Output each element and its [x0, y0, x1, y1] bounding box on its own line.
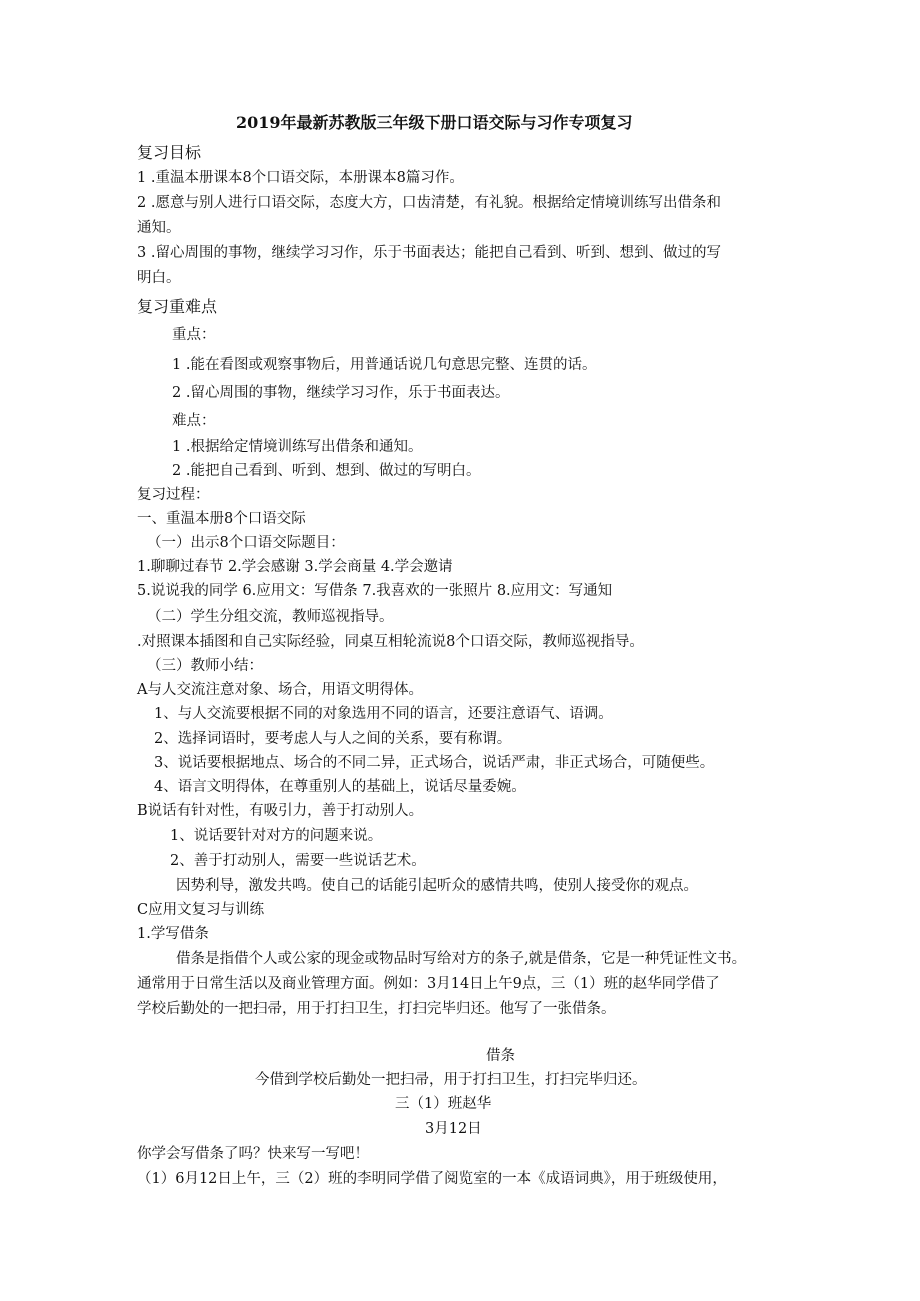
goal-item-2: 2 .愿意与别人进行口语交际，态度大方，口齿清楚，有礼貌。根据给定情境训练写出借条和	[137, 195, 721, 211]
summary-b-item-3: 因势利导，激发共鸣。使自己的话能引起听众的感情共鸣，使别人接受你的观点。	[176, 878, 698, 894]
summary-a-item-1: 1、与人交流要根据不同的对象选用不同的语言，还要注意语气、语调。	[154, 706, 613, 722]
iou-note-signer: 三（1）班赵华	[395, 1096, 492, 1112]
key-label: 重点：	[172, 327, 216, 343]
iou-note-date: 3月12日	[425, 1121, 482, 1137]
iou-note-title: 借条	[486, 1048, 515, 1064]
goal-item-3-cont: 明白。	[137, 270, 181, 286]
summary-a-item-4: 4、语言文明得体，在尊重别人的基础上，说话尽量委婉。	[154, 779, 526, 795]
subsection-2-text: .对照课本插图和自己实际经验，同桌互相轮流说8个口语交际，教师巡视指导。	[137, 634, 644, 650]
difficulty-item-2: 2 .能把自己看到、听到、想到、做过的写明白。	[172, 463, 481, 479]
summary-a-item-3: 3、说话要根据地点、场合的不同二异，正式场合，说话严肃，非正式场合，可随便些。	[154, 755, 715, 771]
summary-a-item-2: 2、选择词语时，要考虑人与人之间的关系，要有称谓。	[154, 731, 512, 747]
keypoints-heading: 复习重难点	[137, 297, 218, 316]
goal-item-3: 3 .留心周围的事物，继续学习习作，乐于书面表达；能把自己看到、听到、想到、做过的写	[137, 245, 721, 261]
subsection-3: （三）教师小结：	[147, 658, 263, 674]
process-heading: 复习过程：	[137, 487, 210, 503]
difficulty-item-1: 1 .根据给定情境训练写出借条和通知。	[172, 439, 423, 455]
goal-item-2-cont: 通知。	[137, 220, 181, 236]
difficulty-label: 难点：	[172, 413, 216, 429]
summary-b-heading: B说话有针对性，有吸引力，善于打动别人。	[137, 803, 424, 819]
key-item-1: 1 .能在看图或观察事物后，用普通话说几句意思完整、连贯的话。	[172, 357, 597, 373]
topics-line-1: 1.聊聊过春节 2.学会感谢 3.学会商量 4.学会邀请	[137, 559, 453, 575]
page-title: 2019年最新苏教版三年级下册口语交际与习作专项复习	[236, 113, 633, 132]
key-item-2: 2 .留心周围的事物，继续学习习作，乐于书面表达。	[172, 385, 510, 401]
iou-intro-line-3: 学校后勤处的一把扫帚，用于打扫卫生，打扫完毕归还。他写了一张借条。	[137, 1001, 616, 1017]
exercise-question-1: （1）6月12日上午，三（2）班的李明同学借了阅览室的一本《成语词典》，用于班级使用，	[137, 1171, 727, 1187]
exercise-prompt: 你学会写借条了吗？快来写一写吧！	[137, 1146, 369, 1162]
iou-intro-line-1: 借条是指借个人或公家的现金或物品时写给对方的条子,就是借条，它是一种凭证性文书。	[176, 951, 747, 967]
subsection-1: （一）出示8个口语交际题目：	[147, 535, 345, 551]
subsection-2: （二）学生分组交流，教师巡视指导。	[147, 609, 394, 625]
section-1-heading: 一、重温本册8个口语交际	[137, 511, 306, 527]
goals-heading: 复习目标	[137, 143, 202, 162]
iou-intro-line-2: 通常用于日常生活以及商业管理方面。例如：3月14日上午9点，三（1）班的赵华同学借了	[137, 976, 720, 992]
summary-c-heading: C应用文复习与训练	[137, 902, 265, 918]
goal-item-1: 1 .重温本册课本8个口语交际，本册课本8篇习作。	[137, 170, 464, 186]
summary-b-item-1: 1、说话要针对对方的问题来说。	[170, 828, 383, 844]
summary-b-item-2: 2、善于打动别人，需要一些说话艺术。	[170, 853, 426, 869]
iou-note-body: 今借到学校后勤处一把扫帚，用于打扫卫生，打扫完毕归还。	[255, 1072, 647, 1088]
summary-c-item-1: 1.学写借条	[137, 926, 209, 942]
summary-a-heading: A与人交流注意对象、场合，用语文明得体。	[137, 682, 423, 698]
topics-line-2: 5.说说我的同学 6.应用文：写借条 7.我喜欢的一张照片 8.应用文：写通知	[137, 583, 613, 599]
